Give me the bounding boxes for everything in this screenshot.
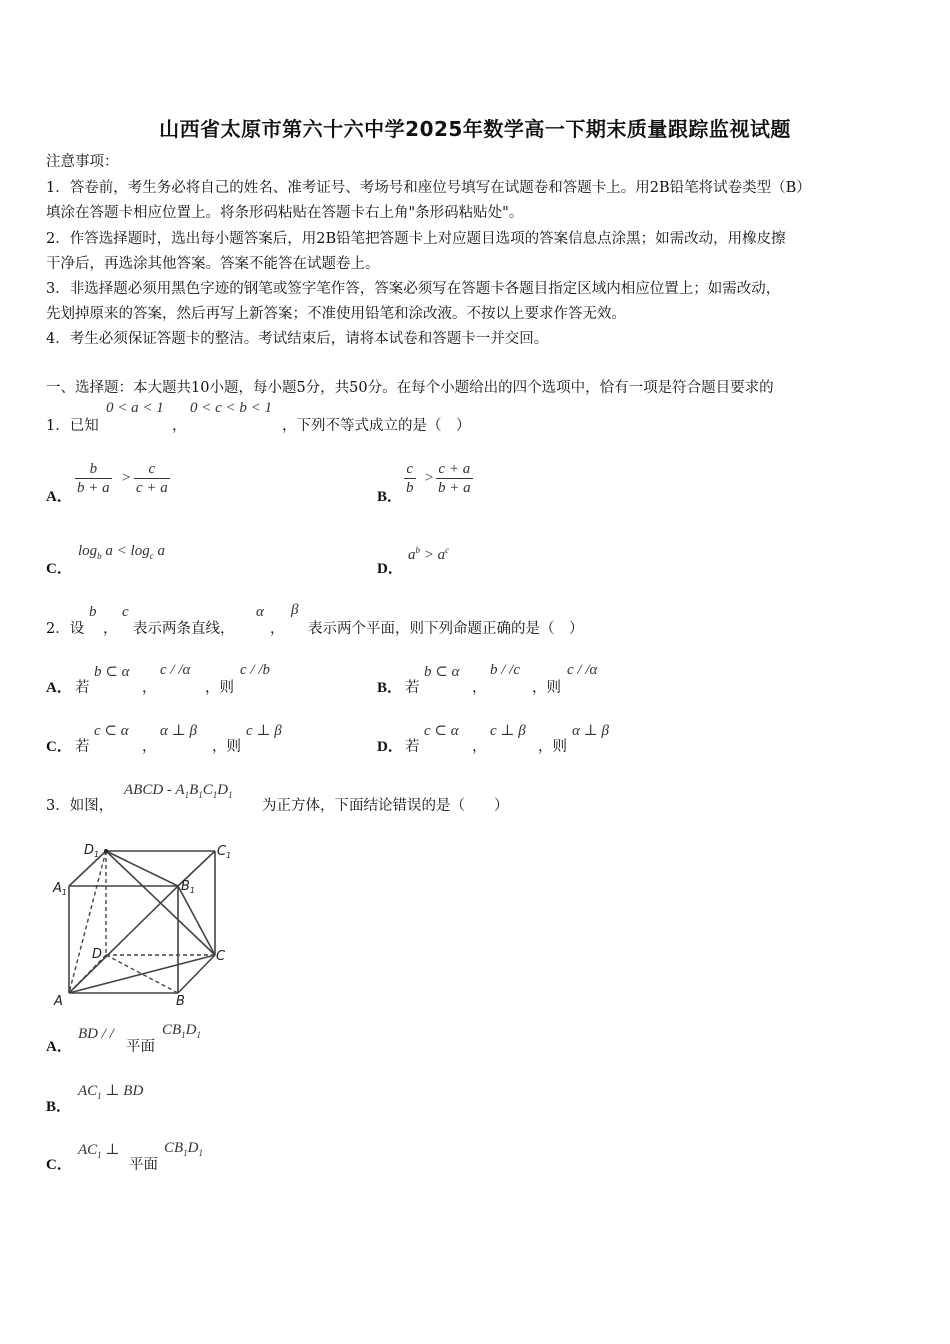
q2-option-d-conclusion: α ⊥ β <box>572 723 609 739</box>
fraction-numerator: c <box>148 461 156 477</box>
vertex-label-b1: $B_1$ <box>181 879 196 895</box>
q3-stem-tail: 为正方体，下面结论错误的是（ ） <box>262 798 509 814</box>
notice-line: 1．答卷前，考生务必将自己的姓名、准考证号、考场号和座位号填写在试题卷和答题卡上。用2B铅笔将试卷类型（B） <box>46 180 811 196</box>
q2-option-a-label[interactable]: A． <box>46 680 72 696</box>
q2-option-c-premise-2: α ⊥ β <box>160 723 197 739</box>
q2-option-b-premise-2: b / /c <box>490 662 520 678</box>
q3-option-a-expr-2: $CB_1D_1$ <box>162 1022 202 1040</box>
q2-option-c-then: ，则 <box>212 739 241 755</box>
q1-stem-tail: ，下列不等式成立的是（ ） <box>282 418 471 434</box>
q2-var-beta: β <box>291 602 299 618</box>
q2-comma: ， <box>103 621 118 637</box>
vertex-label-b: B <box>176 994 185 1009</box>
q3-option-a-expr-1: BD / / <box>78 1026 114 1042</box>
q2-stem-tail: 表示两个平面，则下列命题正确的是（ ） <box>308 621 584 637</box>
q1-option-d-label[interactable]: D． <box>377 561 403 577</box>
q1-option-a-operator: > <box>121 470 132 486</box>
q2-option-a-then: ，则 <box>205 680 234 696</box>
q3-option-a-plane: 平面 <box>126 1039 155 1055</box>
q2-option-b-conclusion: c / /α <box>567 662 598 678</box>
q1-option-d-expression: $a^b > a^c$ <box>408 545 450 563</box>
q2-option-b-premise-1: b ⊂ α <box>424 664 460 680</box>
q2-option-b-then: ，则 <box>532 680 561 696</box>
vertex-label-d1: $D_1$ <box>84 843 100 859</box>
notice-line: 3．非选择题必须用黑色字迹的钢笔或签字笔作答，答案必须写在答题卡各题目指定区域内相应位置上；如需改动， <box>46 281 781 297</box>
q2-var-b: b <box>89 604 97 620</box>
cube-figure <box>50 838 240 1010</box>
q1-option-b-right-fraction <box>436 460 473 497</box>
q1-option-b-label[interactable]: B． <box>377 489 403 505</box>
q1-option-c-expression: $\log_b a < \log_c a$ <box>78 543 165 561</box>
q3-option-a-label[interactable]: A． <box>46 1039 72 1055</box>
q2-option-c-conclusion: c ⊥ β <box>246 723 282 739</box>
q3-cube-expression: ABCD - $A_1B_1C_1D_1$ <box>124 782 233 800</box>
line-ac <box>69 955 215 993</box>
q2-var-alpha: α <box>256 604 264 620</box>
section-heading: 一、选择题：本大题共10小题，每小题5分，共50分。在每个小题给出的四个选项中，恰有一项是符合题目要求的 <box>46 380 774 396</box>
vertex-label-a1: $A_1$ <box>53 881 67 897</box>
fraction-denominator: b <box>406 480 414 496</box>
q2-number: 2．设 <box>46 621 85 637</box>
fraction-denominator: c + a <box>136 480 168 496</box>
edge-bc <box>178 955 215 993</box>
q3-option-c-expr-1: $AC_1$ ⊥ <box>78 1142 120 1160</box>
page-title: 山西省太原市第六十六中学2025年数学高一下期末质量跟踪监视试题 <box>159 117 791 141</box>
notice-heading: 注意事项： <box>46 154 119 170</box>
q2-option-a-premise-1: b ⊂ α <box>94 664 130 680</box>
q1-separator: ， <box>172 418 187 434</box>
q1-option-c-label[interactable]: C． <box>46 561 72 577</box>
q2-option-d-label[interactable]: D． <box>377 739 403 755</box>
q2-option-a-comma: ， <box>142 680 157 696</box>
q1-option-a-right-fraction <box>134 460 170 497</box>
vertex-label-c1: $C_1$ <box>217 844 232 860</box>
q2-option-c-if: 若 <box>75 739 90 755</box>
notice-line: 2．作答选择题时，选出每小题答案后，用2B铅笔把答题卡上对应题目选项的答案信息点涂黑；如需改动，用橡皮擦 <box>46 231 786 247</box>
q3-option-b-label[interactable]: B． <box>46 1099 72 1115</box>
q2-option-b-comma: ， <box>472 680 487 696</box>
vertex-label-c: C <box>216 949 226 964</box>
q2-comma-2: ， <box>270 621 285 637</box>
q1-option-b-left-fraction <box>404 460 416 497</box>
q1-option-a-left-fraction <box>75 460 112 497</box>
q2-option-d-if: 若 <box>405 739 420 755</box>
q3-option-c-plane: 平面 <box>129 1157 158 1173</box>
q2-stem-mid: 表示两条直线， <box>133 621 235 637</box>
q2-option-d-premise-1: c ⊂ α <box>424 723 459 739</box>
q2-option-d-comma: ， <box>472 739 487 755</box>
q3-number: 3．如图， <box>46 798 114 814</box>
q2-option-a-if: 若 <box>75 680 90 696</box>
q2-option-a-premise-2: c / /α <box>160 662 191 678</box>
fraction-numerator: b <box>89 461 98 477</box>
line-b1c <box>178 886 215 955</box>
q1-condition-1: 0 < a < 1 <box>106 400 164 416</box>
q3-option-b-expr: $AC_1$ ⊥ BD <box>78 1083 144 1101</box>
fraction-denominator: b + a <box>77 480 110 496</box>
vertex-d1-dot <box>104 849 108 853</box>
q1-option-b-operator: > <box>424 470 435 486</box>
q2-var-c: c <box>122 604 129 620</box>
notice-line: 先划掉原来的答案，然后再写上新答案；不准使用铅笔和涂改液。不按以上要求作答无效。 <box>46 306 626 322</box>
q2-option-a-conclusion: c / /b <box>240 662 270 678</box>
q1-condition-2: 0 < c < b < 1 <box>190 400 273 416</box>
notice-line: 干净后，再选涂其他答案。答案不能答在试题卷上。 <box>46 256 380 272</box>
q2-option-c-label[interactable]: C． <box>46 739 72 755</box>
fraction-numerator: c <box>406 461 414 477</box>
q1-number: 1．已知 <box>46 418 99 434</box>
q2-option-b-label[interactable]: B． <box>377 680 403 696</box>
q2-option-b-if: 若 <box>405 680 420 696</box>
q2-option-d-premise-2: c ⊥ β <box>490 723 526 739</box>
notice-line: 填涂在答题卡相应位置上。将条形码粘贴在答题卡右上角"条形码粘贴处"。 <box>46 205 524 221</box>
vertex-label-d: D <box>92 947 103 962</box>
q3-option-c-expr-2: $CB_1D_1$ <box>164 1140 204 1158</box>
q2-option-c-comma: ， <box>142 739 157 755</box>
fraction-denominator: b + a <box>438 480 471 496</box>
notice-line: 4．考生必须保证答题卡的整洁。考试结束后，请将本试卷和答题卡一并交回。 <box>46 331 549 347</box>
q1-option-a-label[interactable]: A． <box>46 489 72 505</box>
hidden-line-d1a <box>69 851 106 993</box>
q2-option-d-then: ，则 <box>538 739 567 755</box>
vertex-label-a: A <box>54 994 63 1009</box>
fraction-numerator: c + a <box>438 461 471 477</box>
q3-option-c-label[interactable]: C． <box>46 1157 72 1173</box>
line-d1b1 <box>106 851 178 886</box>
q2-option-c-premise-1: c ⊂ α <box>94 723 129 739</box>
